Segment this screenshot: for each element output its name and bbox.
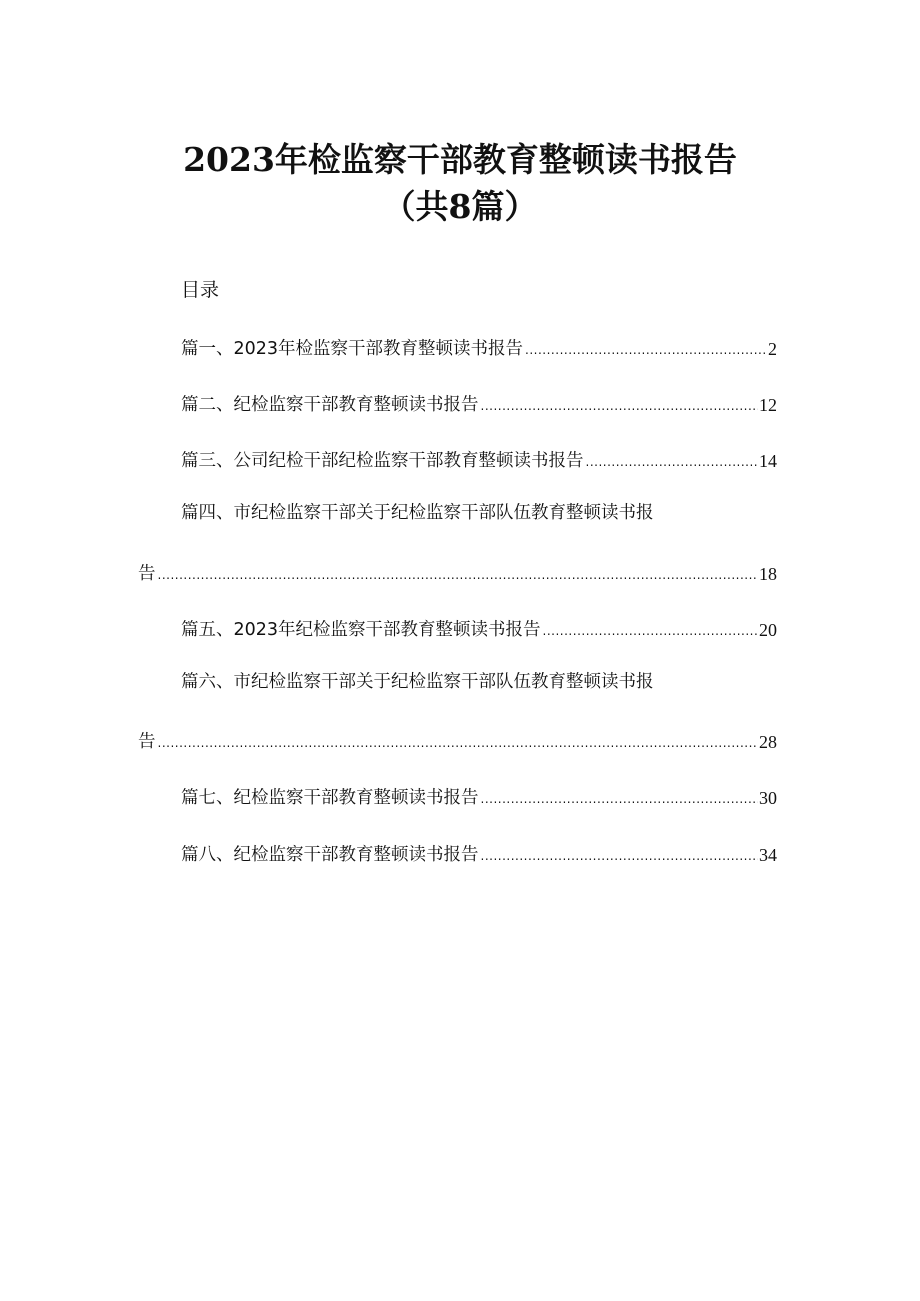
toc-leader-dots xyxy=(481,850,759,864)
toc-entry-8[interactable] xyxy=(181,842,777,864)
toc-entry-page: 28 xyxy=(759,732,777,752)
toc-entry-page: 18 xyxy=(759,564,777,584)
toc-entry-page: 12 xyxy=(759,395,777,415)
toc-entry-page: 14 xyxy=(759,451,777,471)
toc-entry-label: 告 xyxy=(138,731,156,752)
toc-entry-page: 20 xyxy=(759,620,777,640)
toc-entry-2[interactable] xyxy=(181,392,777,414)
toc-entry-label: 篇三、公司纪检干部纪检监察干部教育整顿读书报告 xyxy=(181,450,584,471)
toc-entry-1[interactable] xyxy=(181,336,777,358)
toc-leader-dots xyxy=(586,456,759,470)
toc-leader-dots xyxy=(543,625,758,639)
document-title: 2023年检监察干部教育整顿读书报告 xyxy=(183,140,737,179)
toc-leader-dots xyxy=(481,400,759,414)
toc-entry-6[interactable] xyxy=(138,729,777,751)
toc-leader-dots xyxy=(158,737,759,751)
toc-entry-6-line1[interactable]: 篇六、市纪检监察干部关于纪检监察干部队伍教育整顿读书报 xyxy=(181,672,654,692)
toc-entry-5[interactable] xyxy=(181,617,777,639)
toc-entry-label: 篇八、纪检监察干部教育整顿读书报告 xyxy=(181,844,479,865)
toc-entry-label: 篇一、2023年检监察干部教育整顿读书报告 xyxy=(181,338,524,359)
toc-entry-label: 篇七、纪检监察干部教育整顿读书报告 xyxy=(181,787,479,808)
toc-entry-page: 30 xyxy=(759,788,777,808)
toc-leader-dots xyxy=(481,793,759,807)
toc-leader-dots xyxy=(158,569,759,583)
toc-entry-label: 篇五、2023年纪检监察干部教育整顿读书报告 xyxy=(181,619,541,640)
toc-entry-7[interactable] xyxy=(181,785,777,807)
toc-entry-label: 篇二、纪检监察干部教育整顿读书报告 xyxy=(181,394,479,415)
toc-leader-dots xyxy=(525,344,767,358)
toc-entry-label: 告 xyxy=(138,563,156,584)
document-subtitle: （共8篇） xyxy=(382,187,538,226)
toc-entry-page: 34 xyxy=(759,845,777,865)
toc-entry-3[interactable] xyxy=(181,448,777,470)
toc-heading: 目录 xyxy=(181,279,220,301)
toc-entry-page: 2 xyxy=(768,339,777,359)
toc-entry-4-line1[interactable]: 篇四、市纪检监察干部关于纪检监察干部队伍教育整顿读书报 xyxy=(181,503,654,523)
toc-entry-4[interactable] xyxy=(138,561,777,583)
